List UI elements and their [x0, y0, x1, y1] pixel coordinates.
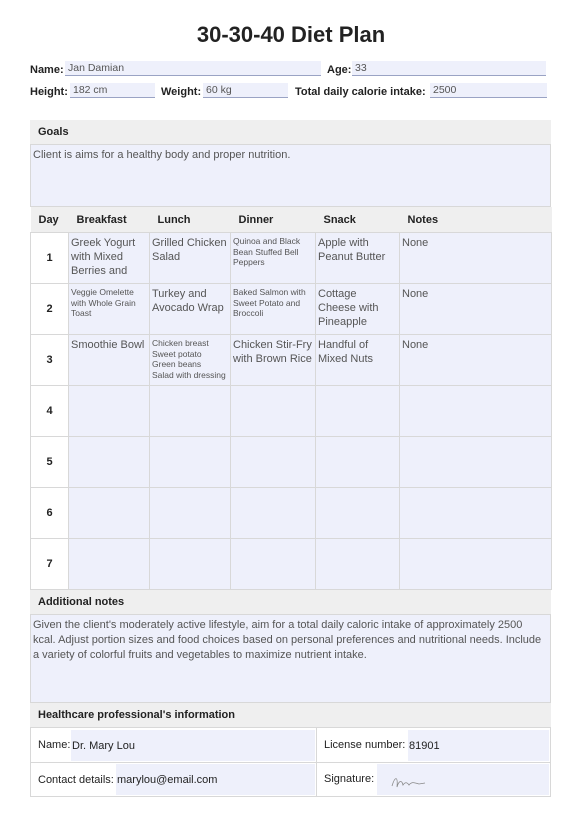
breakfast-cell[interactable] — [69, 488, 150, 539]
lunch-cell[interactable] — [150, 437, 231, 488]
snack-text: Cottage Cheese with Pineapple — [318, 288, 379, 328]
day-cell: 5 — [31, 437, 69, 488]
table-row — [31, 437, 552, 488]
snack-cell[interactable] — [316, 284, 400, 335]
client-name-field[interactable]: Jan Damian — [65, 61, 321, 76]
additional-notes-text: Given the client's moderately active lifestyle, aim for a total daily caloric intake of approximately 2500 kcal. Adjust portion sizes and food choices based on personal preferences and nutritional needs. Include a variety of colorful fruits and vegetables to maximize nutrient intake. — [33, 619, 542, 661]
lunch-cell[interactable] — [150, 539, 231, 590]
breakfast-text: Veggie Omelette with Whole Grain Toast — [71, 287, 136, 318]
height-field[interactable]: 182 cm — [70, 83, 155, 98]
notes-text: None — [402, 237, 429, 249]
lunch-cell[interactable] — [150, 284, 231, 335]
dinner-cell[interactable] — [231, 539, 316, 590]
signature-scribble-icon — [389, 772, 429, 792]
license-label: License number: — [324, 739, 406, 751]
table-row — [31, 335, 552, 386]
day-cell: 7 — [31, 539, 69, 590]
breakfast-cell[interactable] — [69, 539, 150, 590]
day-cell: 4 — [31, 386, 69, 437]
pro-name-label: Name: — [38, 739, 71, 751]
table-row — [31, 539, 552, 590]
header-notes: Notes — [400, 207, 552, 233]
lunch-cell[interactable] — [150, 233, 231, 284]
notes-cell[interactable] — [400, 284, 552, 335]
breakfast-cell[interactable] — [69, 386, 150, 437]
snack-cell[interactable] — [316, 233, 400, 284]
day-cell: 2 — [31, 284, 69, 335]
snack-cell[interactable] — [316, 335, 400, 386]
dinner-cell[interactable] — [231, 233, 316, 284]
calorie-label: Total daily calorie intake: — [295, 86, 426, 98]
age-label: Age: — [327, 64, 352, 76]
weight-field[interactable]: 60 kg — [203, 83, 288, 98]
age-field[interactable]: 33 — [352, 61, 546, 76]
table-header-row — [31, 207, 552, 233]
header-snack: Snack — [316, 207, 400, 233]
notes-cell[interactable] — [400, 386, 552, 437]
contact-field[interactable]: marylou@email.com — [116, 764, 315, 795]
day-cell: 1 — [31, 233, 69, 284]
header-dinner: Dinner — [231, 207, 316, 233]
lunch-cell[interactable] — [150, 335, 231, 386]
breakfast-text: Smoothie Bowl — [71, 339, 145, 351]
notes-cell[interactable] — [400, 233, 552, 284]
snack-text: Handful of Mixed Nuts — [318, 339, 374, 365]
snack-cell[interactable] — [316, 539, 400, 590]
professional-heading: Healthcare professional's information — [30, 703, 551, 727]
notes-text: None — [402, 339, 429, 351]
notes-cell[interactable] — [400, 539, 552, 590]
dinner-cell[interactable] — [231, 335, 316, 386]
lunch-text: Grilled Chicken Salad — [152, 237, 227, 263]
day-cell: 3 — [31, 335, 69, 386]
breakfast-cell[interactable] — [69, 437, 150, 488]
dinner-text: Baked Salmon with Sweet Potato and Broccoli — [233, 287, 306, 318]
dinner-text: Quinoa and Black Bean Stuffed Bell Peppers — [233, 236, 301, 267]
weight-label: Weight: — [161, 86, 202, 98]
professional-info-box — [30, 727, 551, 797]
goals-heading: Goals — [30, 120, 551, 144]
table-row — [31, 386, 552, 437]
calorie-field[interactable]: 2500 — [430, 83, 547, 98]
breakfast-text: Greek Yogurt with Mixed Berries and — [71, 237, 136, 277]
table-row — [31, 488, 552, 539]
header-breakfast: Breakfast — [69, 207, 150, 233]
height-label: Height: — [30, 86, 68, 98]
snack-text: Apple with Peanut Butter — [318, 237, 386, 263]
lunch-cell[interactable] — [150, 386, 231, 437]
header-lunch: Lunch — [150, 207, 231, 233]
breakfast-cell[interactable] — [69, 233, 150, 284]
dinner-cell[interactable] — [231, 386, 316, 437]
license-field[interactable]: 81901 — [408, 730, 549, 761]
additional-notes-heading: Additional notes — [30, 590, 551, 614]
dinner-cell[interactable] — [231, 437, 316, 488]
snack-cell[interactable] — [316, 488, 400, 539]
additional-notes-box[interactable] — [30, 614, 551, 703]
table-row — [31, 284, 552, 335]
dinner-cell[interactable] — [231, 488, 316, 539]
notes-cell[interactable] — [400, 335, 552, 386]
breakfast-cell[interactable] — [69, 335, 150, 386]
goals-text: Client is aims for a healthy body and proper nutrition. — [33, 149, 291, 161]
dinner-text: Chicken Stir-Fry with Brown Rice — [233, 339, 312, 365]
contact-label: Contact details: — [38, 774, 114, 786]
notes-cell[interactable] — [400, 488, 552, 539]
lunch-text: Chicken breast Sweet potato Green beans Salad with dressing — [152, 338, 226, 380]
snack-cell[interactable] — [316, 386, 400, 437]
snack-cell[interactable] — [316, 437, 400, 488]
name-label: Name: — [30, 64, 64, 76]
goals-box[interactable] — [30, 144, 551, 207]
dinner-cell[interactable] — [231, 284, 316, 335]
signature-field[interactable] — [377, 764, 549, 795]
header-day: Day — [31, 207, 69, 233]
lunch-cell[interactable] — [150, 488, 231, 539]
page-title: 30-30-40 Diet Plan — [196, 22, 386, 47]
breakfast-cell[interactable] — [69, 284, 150, 335]
notes-cell[interactable] — [400, 437, 552, 488]
lunch-text: Turkey and Avocado Wrap — [152, 288, 224, 314]
notes-text: None — [402, 288, 429, 300]
meal-plan-table — [30, 207, 552, 590]
row-divider — [31, 762, 550, 763]
pro-name-field[interactable]: Dr. Mary Lou — [71, 730, 315, 761]
table-row — [31, 233, 552, 284]
signature-label: Signature: — [324, 773, 375, 785]
day-cell: 6 — [31, 488, 69, 539]
